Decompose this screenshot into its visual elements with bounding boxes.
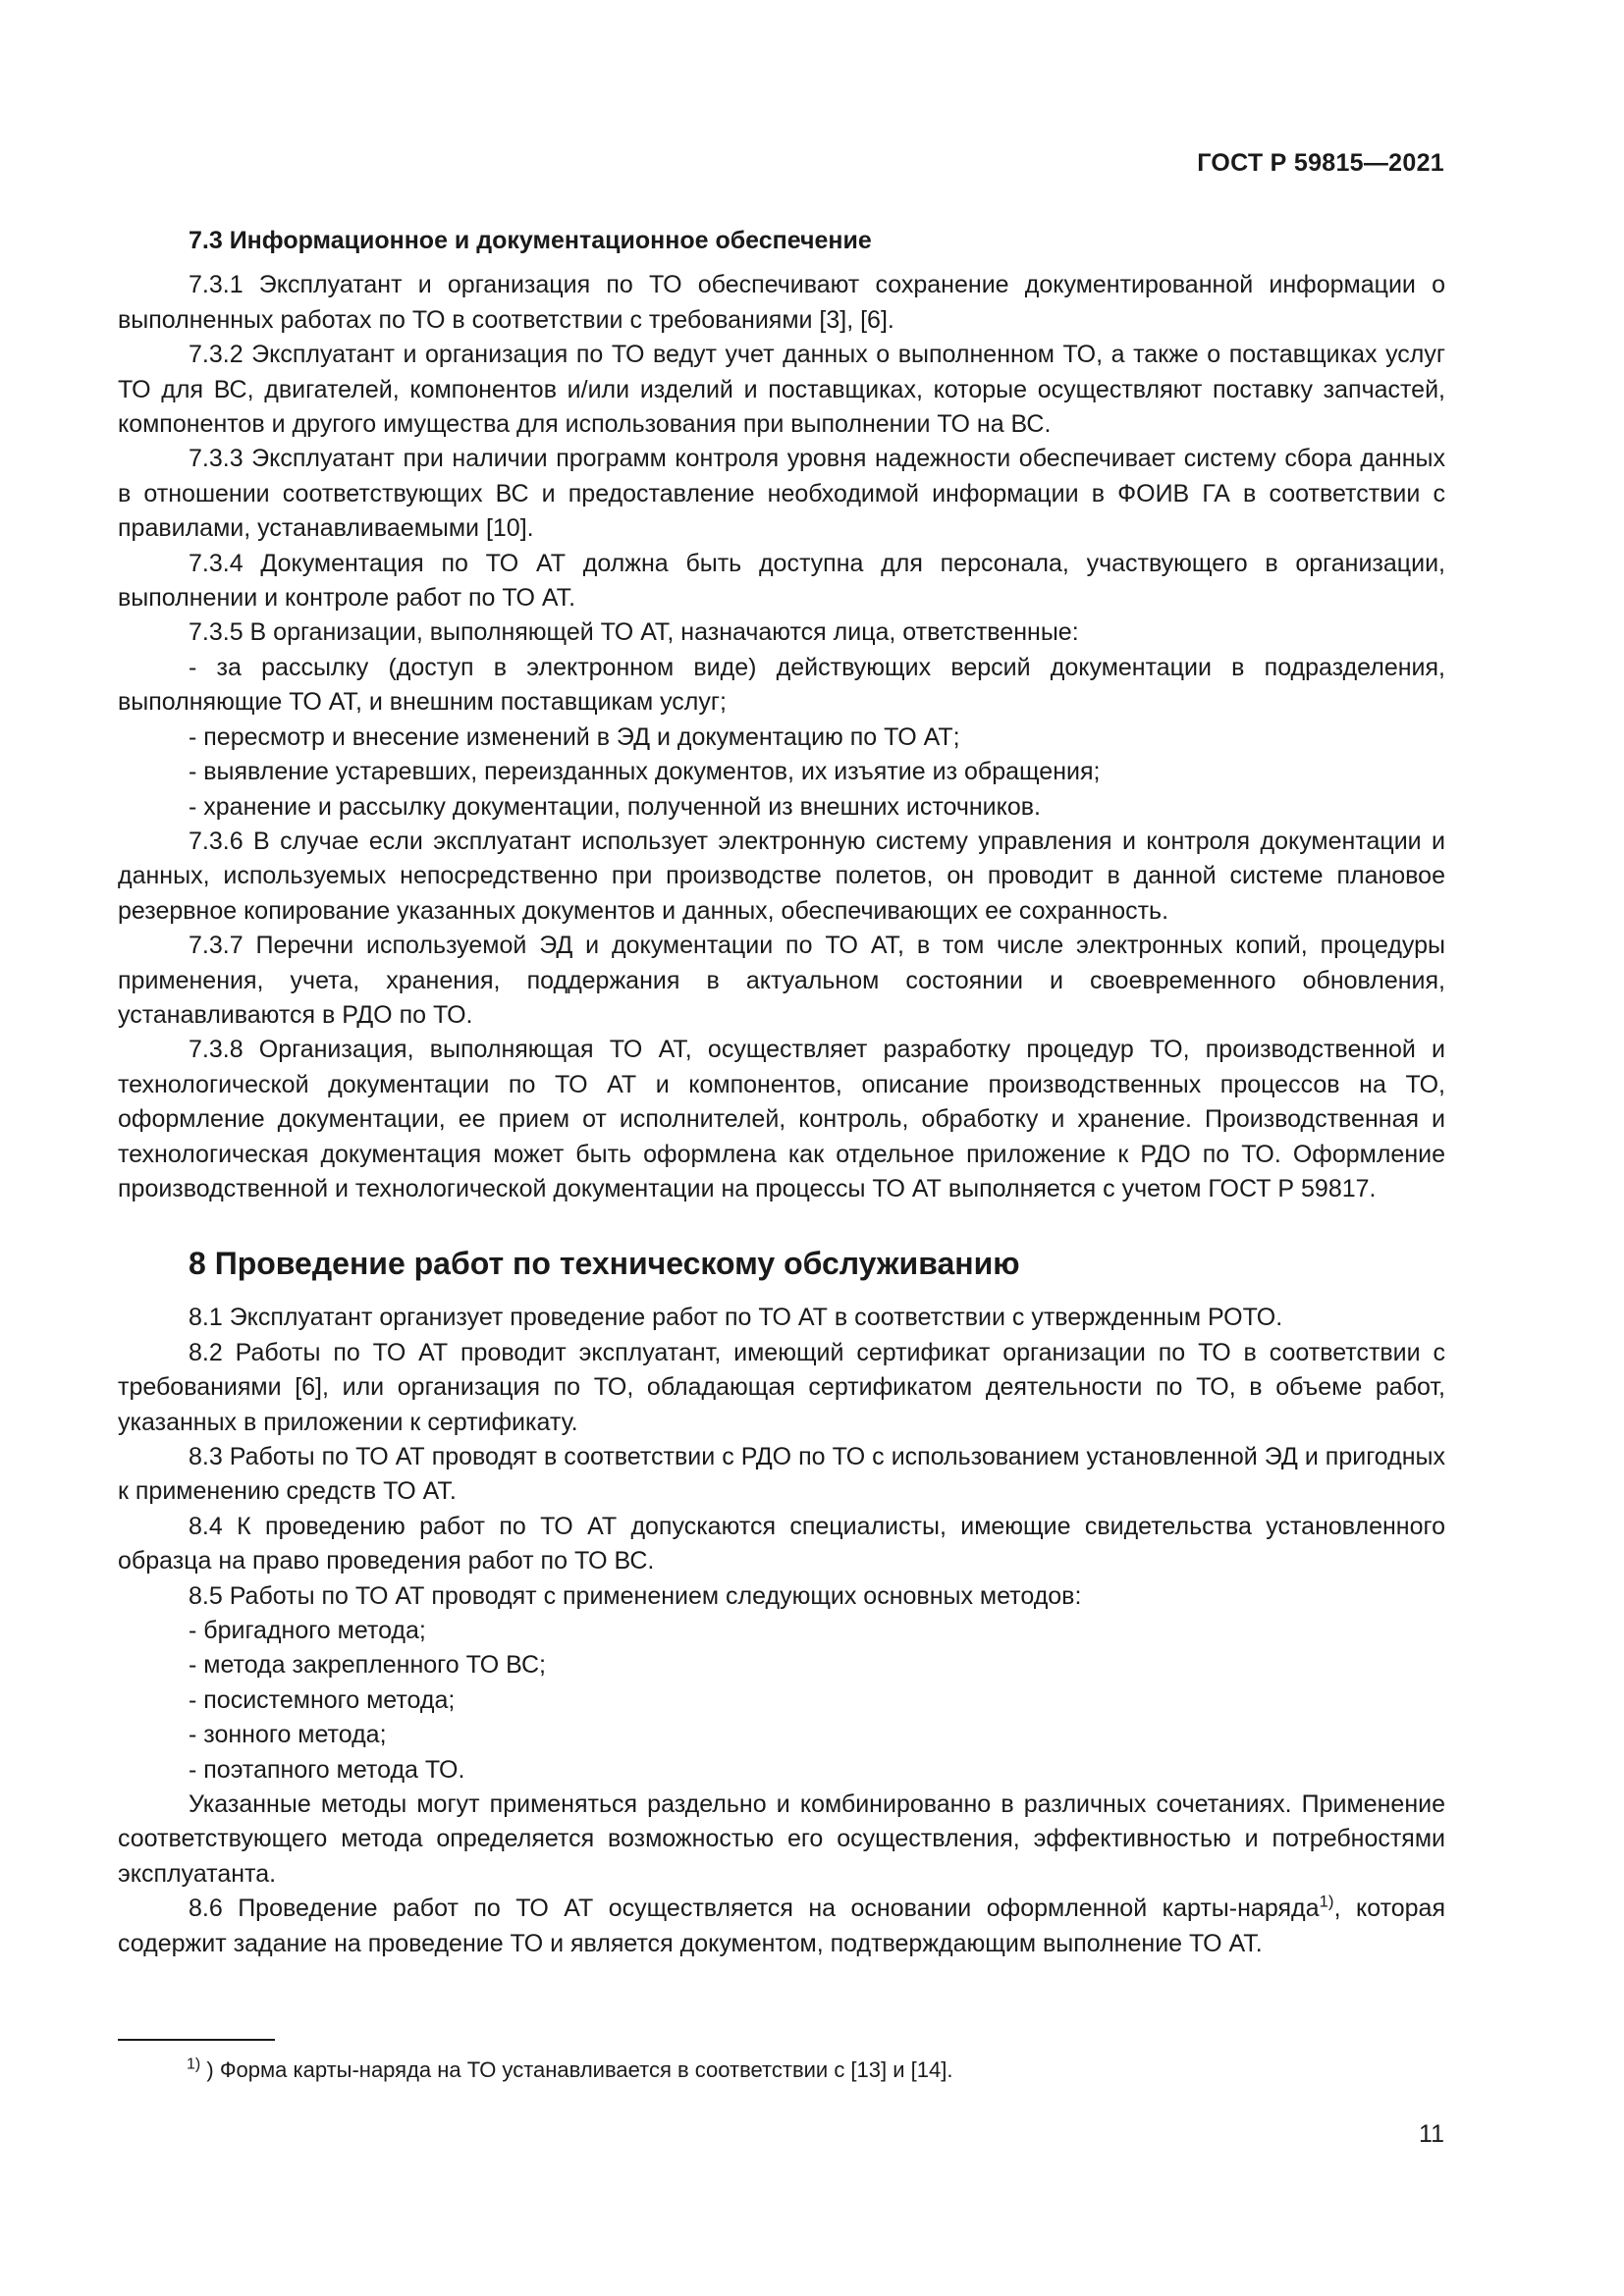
list-item: - зонного метода; bbox=[189, 1721, 387, 1749]
paragraph-7-3-3: 7.3.3 Эксплуатант при наличии программ контроля уровня надежности обеспечивает систему сбора данных в отношении соответствующих ВС и предоставление необходимой информации в ФОИВ ГА в соответствии с правилами, устанавливаемыми [10]. bbox=[118, 445, 1445, 543]
paragraph-8-1: 8.1 Эксплуатант организует проведение работ по ТО АТ в соответствии с утвержденным РОТО. bbox=[189, 1304, 1283, 1332]
paragraph-8-6-text-end: , которая содержит задание на проведение ТО и является документом, подтверждающим выполнение ТО АТ. bbox=[118, 1895, 1445, 1957]
paragraph-8-2: 8.2 Работы по ТО АТ проводит эксплуатант, имеющий сертификат организации по ТО в соответствии с требованиями [6], или организация по ТО, обладающая сертификатом деятельности по ТО, в объеме работ, указанных в приложении к сертификату. bbox=[118, 1338, 1445, 1436]
section-8-title: 8 Проведение работ по техническому обслуживанию bbox=[189, 1246, 1020, 1282]
paragraph-7-3-5: 7.3.5 В организации, выполняющей ТО АТ, назначаются лица, ответственные: bbox=[189, 618, 1079, 647]
list-item: - хранение и рассылку документации, полученной из внешних источников. bbox=[189, 792, 1041, 821]
methods-note: Указанные методы могут применяться раздельно и комбинированно в различных сочетаниях. Применение соответствующего метода определяется возможностью его осуществления, эффективностью и потребностями эксплуатанта. bbox=[118, 1790, 1445, 1888]
footnote-divider bbox=[118, 2039, 275, 2041]
footnote-paren: ) bbox=[206, 2057, 214, 2082]
paragraph-7-3-8: 7.3.8 Организация, выполняющая ТО АТ, осуществляет разработку процедур ТО, производственной и технологической документации по ТО АТ и компонентов, описание производственных процессов на ТО, оформление документации, ее прием от исполнителей, контроль, обработку и хранение. Производственная и технологическая документация может быть оформлена как отдельное приложение к РДО по ТО. Оформление производственной и технологической документации на процессы ТО АТ выполняется с учетом ГОСТ Р 59817. bbox=[118, 1036, 1445, 1202]
page-content bbox=[118, 224, 1445, 1961]
paragraph-8-3: 8.3 Работы по ТО АТ проводят в соответствии с РДО по ТО с использованием установленной ЭД и пригодных к применению средств ТО АТ. bbox=[118, 1443, 1445, 1506]
footnote-text: Форма карты-наряда на ТО устанавливается в соответствии с [13] и [14]. bbox=[219, 2057, 953, 2082]
paragraph-8-6-text: 8.6 Проведение работ по ТО АТ осуществляется на основании оформленной карты-наряда bbox=[189, 1895, 1320, 1923]
list-item: - посистемного метода; bbox=[189, 1685, 456, 1714]
footnote bbox=[187, 2056, 952, 2085]
footnote-reference[interactable]: 1) bbox=[1319, 1892, 1334, 1911]
list-item: - бригадного метода; bbox=[189, 1617, 426, 1645]
list-item: - поэтапного метода ТО. bbox=[189, 1755, 465, 1784]
paragraph-7-3-2: 7.3.2 Эксплуатант и организация по ТО ведут учет данных о выполненном ТО, а также о поставщиках услуг ТО для ВС, двигателей, компонентов и/или изделий и поставщиках, которые осуществляют поставку запчастей, компонентов и другого имущества для использования при выполнении ТО на ВС. bbox=[118, 341, 1445, 439]
paragraph-7-3-7: 7.3.7 Перечни используемой ЭД и документации по ТО АТ, в том числе электронных копий, процедуры применения, учета, хранения, поддержания в актуальном состоянии и своевременного обновления, устанавливаются в РДО по ТО. bbox=[118, 932, 1445, 1029]
list-item: - выявление устаревших, переизданных документов, их изъятие из обращения; bbox=[189, 758, 1101, 786]
footnote-mark: 1) bbox=[187, 2056, 201, 2073]
document-code: ГОСТ Р 59815—2021 bbox=[1197, 149, 1444, 177]
paragraph-8-6 bbox=[118, 1892, 1445, 1961]
paragraph-7-3-6: 7.3.6 В случае если эксплуатант использует электронную систему управления и контроля документации и данных, используемых непосредственно при производстве полетов, он проводит в данной системе плановое резервное копирование указанных документов и данных, обеспечивающих ее сохранность. bbox=[118, 827, 1445, 925]
list-item: - за рассылку (доступ в электронном виде) действующих версий документации в подразделения, выполняющие ТО АТ, и внешним поставщикам услуг; bbox=[118, 653, 1445, 717]
list-item: - пересмотр и внесение изменений в ЭД и документацию по ТО АТ; bbox=[189, 722, 960, 751]
paragraph-7-3-4: 7.3.4 Документация по ТО АТ должна быть доступна для персонала, участвующего в организации, выполнении и контроле работ по ТО АТ. bbox=[118, 549, 1445, 613]
paragraph-8-5: 8.5 Работы по ТО АТ проводят с применением следующих основных методов: bbox=[189, 1581, 1082, 1610]
paragraph-7-3-1: 7.3.1 Эксплуатант и организация по ТО обеспечивают сохранение документированной информации о выполненных работах по ТО в соответствии с требованиями [3], [6]. bbox=[118, 271, 1445, 334]
section-7-3-title: 7.3 Информационное и документационное обеспечение bbox=[189, 227, 872, 254]
page-number: 11 bbox=[1419, 2120, 1444, 2148]
list-item: - метода закрепленного ТО ВС; bbox=[189, 1651, 546, 1680]
paragraph-8-4: 8.4 К проведению работ по ТО АТ допускаются специалисты, имеющие свидетельства установленного образца на право проведения работ по ТО ВС. bbox=[118, 1512, 1445, 1575]
